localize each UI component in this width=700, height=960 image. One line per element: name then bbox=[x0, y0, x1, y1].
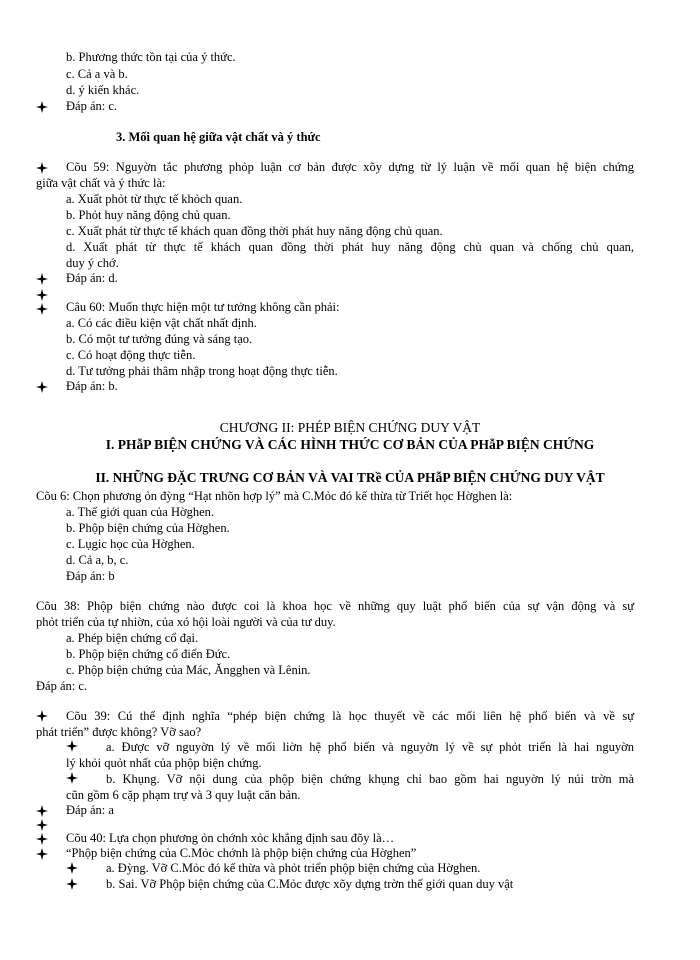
section-heading: 3. Mối quan hệ giữa vật chất và ý thức bbox=[116, 130, 321, 144]
diamond-bullet-icon bbox=[36, 101, 48, 113]
option-line: b. Phộp biện chứng cổ điển Đức. bbox=[66, 647, 231, 661]
chapter-subheading: II. NHỮNG ĐẶC TRƯNG CƠ BẢN VÀ VAI TRề CỦA PHẫP BIỆN CHỨNG DUY VẬT bbox=[95, 470, 605, 485]
option-line: c. Xuất phát từ thực tế khách quan đồng thời phát huy năng động chủ quan. bbox=[66, 224, 443, 238]
option-line: b. Sai. Vỡ Phộp biện chứng của C.Mỏc được xõy dựng trờn thế giới quan duy vật bbox=[106, 877, 514, 891]
option-line: c. Lụgic học của Hờghen. bbox=[66, 537, 195, 551]
diamond-bullet-icon bbox=[66, 772, 78, 784]
chapter-title: CHƯƠNG II: PHÉP BIỆN CHỨNG DUY VẬT bbox=[219, 420, 481, 435]
option-line: b. Phương thức tồn tại của ý thức. bbox=[66, 50, 236, 64]
option-line: cũn gồm 6 cặp phạm trự và 3 quy luật căn bản. bbox=[66, 788, 301, 802]
answer-line: Đáp án: c. bbox=[36, 679, 88, 693]
diamond-bullet-icon bbox=[36, 162, 48, 174]
option-line: d. Xuất phát từ thực tế khách quan đồng thời phát huy năng động chủ quan và chống chủ quan, bbox=[66, 240, 634, 254]
option-line: d. Cả a, b, c. bbox=[66, 553, 129, 567]
answer-line: Đáp án: b. bbox=[66, 379, 118, 393]
diamond-bullet-icon bbox=[36, 833, 48, 845]
option-line: a. Đỳng. Vỡ C.Mỏc đó kế thừa và phỏt triển phộp biện chứng của Hờghen. bbox=[106, 861, 481, 875]
diamond-bullet-icon bbox=[66, 740, 78, 752]
diamond-bullet-icon bbox=[36, 848, 48, 860]
option-line: c. Cả a và b. bbox=[66, 67, 128, 81]
option-line: b. Phỏt huy năng động chủ quan. bbox=[66, 208, 231, 222]
question-line: “Phộp biện chứng của C.Mỏc chớnh là phộp biện chứng của Hờghen” bbox=[66, 846, 417, 860]
question-line: Cõu 38: Phộp biện chứng nào được coi là khoa học về những quy luật phổ biến của sự vận động và sự bbox=[36, 599, 634, 613]
question-line: phát triển” được không? Vỡ sao? bbox=[36, 725, 202, 739]
question-line: giữa vật chất và ý thức là: bbox=[36, 176, 166, 190]
diamond-bullet-icon bbox=[66, 878, 78, 890]
option-line: b. Phộp biện chứng của Hờghen. bbox=[66, 521, 230, 535]
option-line: a. Phép biện chứng cổ đại. bbox=[66, 631, 199, 645]
option-line: a. Có các điều kiện vật chất nhất định. bbox=[66, 316, 257, 330]
option-line: duy ý chớ. bbox=[66, 256, 119, 270]
option-line: a. Xuất phỏt từ thực tế khỏch quan. bbox=[66, 192, 243, 206]
question-line: Câu 60: Muốn thực hiện một tư tưởng không cần phải: bbox=[66, 300, 340, 314]
chapter-subheading: I. PHẫP BIỆN CHỨNG VÀ CÁC HÌNH THỨC CƠ BẢN CỦA PHẫP BIỆN CHỨNG bbox=[105, 437, 595, 452]
question-line: Cõu 6: Chọn phương ỏn đỳng “Hạt nhõn hợp lý” mà C.Mỏc đó kế thừa từ Triết học Hờghen là: bbox=[36, 489, 513, 503]
diamond-bullet-icon bbox=[66, 862, 78, 874]
diamond-bullet-icon bbox=[36, 819, 48, 831]
question-line: Cõu 59: Nguyờn tắc phương phỏp luận cơ bản được xõy dựng từ lý luận về mối quan hệ biện chứng bbox=[66, 160, 634, 174]
option-line: b. Khụng. Vỡ nội dung của phộp biện chứng khụng chỉ bao gồm hai nguyờn lý núi trờn mà bbox=[106, 772, 634, 786]
diamond-bullet-icon bbox=[36, 289, 48, 301]
option-line: a. Được vỡ nguyờn lý về mối liờn hệ phổ biến và nguyờn lý về sự phỏt triển là hai nguyờn bbox=[106, 740, 634, 754]
question-line: Cõu 40: Lựa chọn phương ỏn chớnh xỏc khẳng định sau đõy là… bbox=[66, 831, 395, 845]
option-line: c. Phộp biện chứng của Mác, Ăngghen và Lênin. bbox=[66, 663, 311, 677]
answer-line: Đáp án: d. bbox=[66, 271, 118, 285]
question-line: phỏt triển của tự nhiờn, của xó hội loài người và của tư duy. bbox=[36, 615, 336, 629]
question-line: Cõu 39: Cú thể định nghĩa “phép biện chứng là học thuyết về các mối liên hệ phổ biến và về sự bbox=[66, 709, 634, 723]
answer-line: Đáp án: b bbox=[66, 569, 115, 583]
diamond-bullet-icon bbox=[36, 710, 48, 722]
diamond-bullet-icon bbox=[36, 805, 48, 817]
diamond-bullet-icon bbox=[36, 273, 48, 285]
answer-line: Đáp án: c. bbox=[66, 99, 118, 113]
option-line: d. Tư tưởng phải thâm nhập trong hoạt động thực tiễn. bbox=[66, 364, 338, 378]
option-line: d. ý kiến khác. bbox=[66, 83, 140, 97]
answer-line: Đáp án: a bbox=[66, 803, 114, 817]
diamond-bullet-icon bbox=[36, 381, 48, 393]
option-line: c. Có hoạt động thực tiễn. bbox=[66, 348, 196, 362]
option-line: lý khỏi quỏt nhất của phộp biện chứng. bbox=[66, 756, 262, 770]
option-line: b. Có một tư tưởng đúng và sáng tạo. bbox=[66, 332, 253, 346]
option-line: a. Thế giới quan của Hờghen. bbox=[66, 505, 215, 519]
diamond-bullet-icon bbox=[36, 303, 48, 315]
